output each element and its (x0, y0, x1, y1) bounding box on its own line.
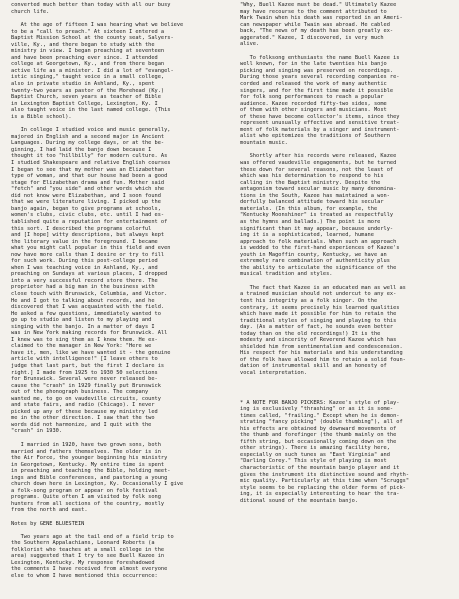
right-column (240, 2, 448, 511)
left-paragraph-1: converted much better than today with all our busy church life. (11, 2, 171, 15)
banjo-note: * A NOTE FOR BANJO PICKERS: Kazee's style of play- ing is exclusively "thrashing" or as it is some- times called, "frailing." Except when he is demon- strating "fancy picking" (double thumbing"), all of his effects are obtained by downward movements of the thumb and forefinger (the thumb mainly on the fifth string, but occasionally coming down on the other strings). There is amazing facility here, especially on such tunes as "East Virginia" and "Darling Corey." This style of playing is most characteristic of the mountain banjo player and it gives the instrument its distinctive sound and rhyth- mic quality. Particularly at this time when "Scruggs" style seems to be replacing the older forms of pick- ing, it is especially interesting to hear the tra- ditional sound of the mountain banjo. (240, 399, 410, 504)
notes-paragraph: Two years ago at the tail end of a field trip to the Southern Appalachians, Leonard Roberts (a folklorist who teaches at a small college in the area) suggested that I try to see Buell Kazee in Lexington, Kentucky. My response foreshadowed the comments I have received from almost everyone else to whom I have mentioned this occurrence: (11, 533, 174, 579)
right-paragraph-1: "Why, Buell Kazee must be dead." Ultimately Kazee may have recourse to the comment attributed to Mark Twain when his death was reported in an Ameri- can newspaper while Twain was abroad. He cabled back, "The news of my death has been greatly ex- aggerated." Kazee, I discovered, is very much alive. (240, 2, 403, 48)
left-paragraph-2: At the age of fifteen I was hearing what we believe to be a "call to preach." At sixteen I entered a Baptist Mission School at the county seat, Salyers- ville, Ky., and there began to study with the ministry in view. I began preaching at seventeen and have been preaching ever since. I attended college at Georgetown, Ky., and from there began active life as a minister. I did a lot of "evangel- istic singing," taught voice in a small college, also in private studio in Ashland, Ky., spent twenty-two years as pastor of the Morehead (Ky.) Baptist Church, seven years as teacher of Bible in Lexington Baptist College, Lexington, Ky. I also taught voice in the last named college. (This is a Bible school). (11, 22, 184, 120)
left-paragraph-3: In college I studied voice and music generally, majored in English and a second major in Ancient Languages. During my college days, or at the be- ginning, I had laid the banjo down because I thought it too "hillbilly" for modern culture. As I studied Shakespeare and relative English courses I began to see that my mother was an Elizabethan type of woman, and that our house had been a good stage for Elizabethan drama and fun. Mother said "fetch" and "you side" and other words which she did not know were Elizabethan, and I soon found that we were literature living. I picked up the banjo again, began to give programs at schools, women's clubs, civic clubs, etc. until I had es- tablished quite a reputation for entertainment of this sort. I described the programs colorful and [I hope] witty descriptions, but always kept the literary value in the foreground. I became what you might call popular in this field and even now have more calls than I desire or try to fill for such work. During this post-college period when I was teaching voice in Ashland, Ky., and preaching on Sundays at various places, I dropped into a very successful record store there. The proprietor had a big man in the business with close touch with Brunswick, Columbia, and Victor. He and I got to talking about records, and he discovered that I was acquainted with the field. He asked a few questions, immediately wanted to go up to studio and listen to my playing and singing with the banjo. In a matter of days I was in New York making records for Brunswick. All I knew was to sing them as I knew them. He ex- claimed to the manager in New York: "Here we have it, men, like we have wanted it - the genuine article with intelligence!" [I leave others to judge that last part, but the first I declare is right.] I made from 1925 to 1930 50 selections for Brunswick. Several were never released be- cause the "crash" in 1929 finally put Brunswick out of the phonograph business. The company wanted me, to go on vaudeville circuits, county and state fairs, and radio (Chicago). I never picked up any of these because my ministry led me in the other direction. I saw that the two words did not harmonize, and I quit with the "crash" in 1930. (11, 127, 171, 435)
right-paragraph-2: To folksong enthusiasts the name Buell Kazee is well known, for in the late twenties his banjo picking and singing was preserved on recordings. During those years several recording companies re- corded and released the work of many authentic singers, and for the first time made it possible for folk song performances to reach a popular audience. Kazee recorded fifty-two sides, some of them with other singers and musicians. Most of these have become collector's items, since they represent unusually effective and sensitive treat- ment of folk materials by a singer and instrument- alist who epitomizes the traditions of Southern mountain music. (240, 54, 400, 146)
right-paragraph-3: Shortly after his records were released, Kazee was offered vaudeville engagements, but he turned these down for several reasons, not the least of which was his determination to respond to his calling in the Baptist ministry. Despite the antagonism toward secular music by many denomina- tions in the South, Kazee has maintained a won- derfully balanced attitude toward his secular materials. (In this album, for example, the "Kentucky Moonshiner" is treated as respectfully as the hymns and ballads.) The point is more significant than it may appear, because underly- ing it is a sophisticated, learned, humane approach to folk materials. When such an approach is wedded to the first-hand experiences of Kazee's youth in Magoffin county, Kentucky, we have an extremely rare combination of authenticity plus the ability to articulate the significance of the musical tradition and styles. (240, 153, 400, 278)
left-paragraph-4: I married in 1920, have two grown sons, both married and fathers themselves. The older is in the Air Force, the younger beginning his ministry in Georgetown, Kentucky. My entire time is spent in preaching and teaching the Bible, holding meet- ings and Bible conferences, and pastoring a young church down here in Lexington, Ky. Occasionally I give a folk-song program or appear on folk festival programs. Quite often I am visited by folk song hunters from all sections of the country, mostly from the north and east. (11, 442, 184, 514)
right-paragraph-4: The fact that Kazee is an educated man as well as a trained musician should not undercut to any ex- tent his integrity as a folk singer. On the contrary, it seems precisely his learned qualities which have made it possible for him to retain the traditional styles of singing and playing to this day. (As a matter of fact, he sounds even better today than on the old recordings!) It is the modesty and sincerity of Reverend Kazee which has shielded him from sentimentalism and condescension. His respect for his materials and his understanding of the folk have allowed him to retain a solid foun- dation of instrumental skill and an honesty of vocal interpretation. (240, 284, 406, 376)
left-column (11, 2, 219, 586)
notes-heading: Notes by GENE BLUESTEIN (11, 521, 85, 528)
spacer (240, 384, 448, 394)
